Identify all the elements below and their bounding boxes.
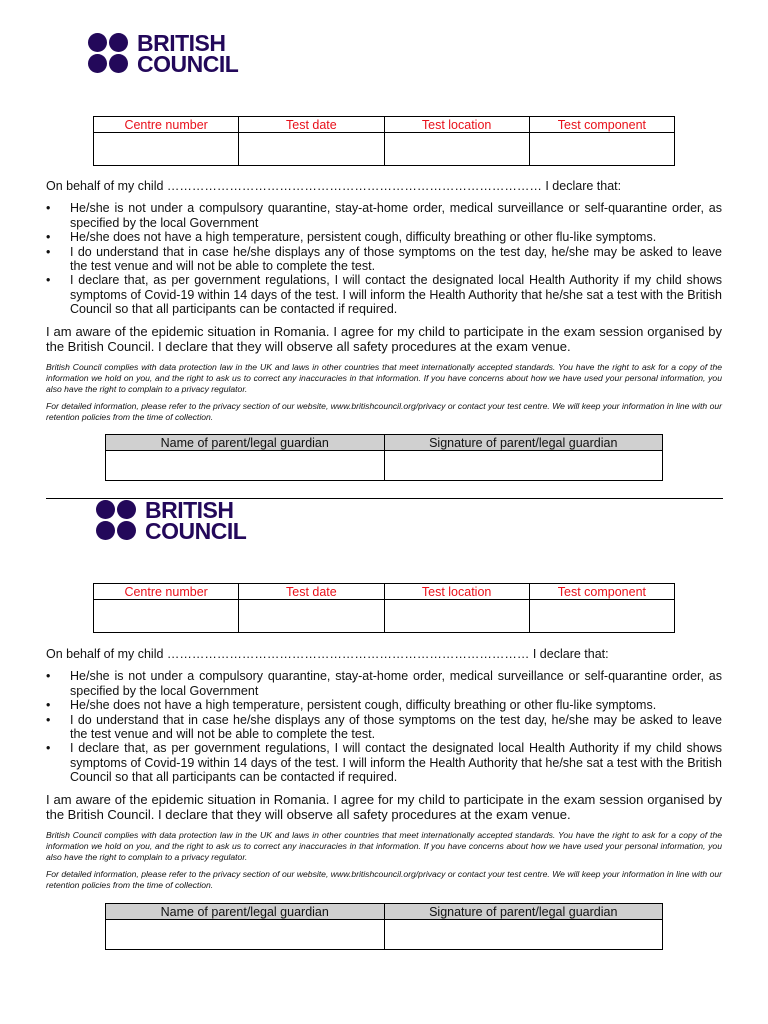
declaration-item: • He/she is not under a compulsory quarantine, stay-at-home order, medical surveillance or self-quarantine order, as specified by the local Government <box>46 201 722 230</box>
test-location-header: Test location <box>384 117 529 133</box>
guardian-signature-table <box>105 434 663 481</box>
logo-wordmark: BRITISH COUNCIL <box>145 497 247 544</box>
declaration-item: • He/she does not have a high temperature, persistent cough, difficulty breathing or other flu-like symptoms. <box>46 230 722 244</box>
guardian-name-header: Name of parent/legal guardian <box>106 904 385 920</box>
test-details-table <box>93 583 675 633</box>
test-date-header: Test date <box>239 584 384 600</box>
test-component-header: Test component <box>529 584 674 600</box>
logo-dots-icon <box>96 500 138 542</box>
behalf-line: On behalf of my child …………………………………………………………………………… I declare that: <box>46 647 609 661</box>
privacy-notice: British Council complies with data protection law in the UK and laws in other countries that meet internationally accepted standards. You have the right to ask for a copy of the information we hold on you, and the right to ask us to correct any inaccuracies in that information. If you have concerns about how we have used your personal information, you also have the right to complain to a privacy regulator. <box>46 361 722 394</box>
declaration-item: • I do understand that in case he/she displays any of those symptoms on the test day, he/she may be asked to leave the test venue and will not be able to complete the test. <box>46 245 722 274</box>
guardian-signature-table <box>105 903 663 950</box>
test-location-header: Test location <box>384 584 529 600</box>
declaration-item: • He/she is not under a compulsory quarantine, stay-at-home order, medical surveillance or self-quarantine order, as specified by the local Government <box>46 669 722 698</box>
privacy-details: For detailed information, please refer to the privacy section of our website, www.britishcouncil.org/privacy or contact your test centre. We will keep your information in line with our retention policies from the time of collection. <box>46 868 722 890</box>
centre-number-header: Centre number <box>94 117 239 133</box>
declaration-item: • I do understand that in case he/she displays any of those symptoms on the test day, he/she may be asked to leave the test venue and will not be able to complete the test. <box>46 713 722 742</box>
declaration-list <box>46 669 722 784</box>
guardian-signature-field[interactable] <box>384 451 663 481</box>
guardian-signature-header: Signature of parent/legal guardian <box>384 904 663 920</box>
logo-wordmark: BRITISH COUNCIL <box>137 30 239 77</box>
test-location-field[interactable] <box>384 600 529 633</box>
test-component-header: Test component <box>529 117 674 133</box>
declaration-item: • I declare that, as per government regulations, I will contact the designated local Health Authority if my child shows symptoms of Covid-19 within 14 days of the test. I will inform the Health Authority that he/she sat a test with the British Council so that all participants can be contacted if required. <box>46 741 722 784</box>
british-council-logo <box>96 497 247 544</box>
awareness-statement: I am aware of the epidemic situation in Romania. I agree for my child to participate in the exam session organised by the British Council. I declare that they will observe all safety procedures at the exam venue. <box>46 323 722 354</box>
test-date-field[interactable] <box>239 133 384 166</box>
test-date-header: Test date <box>239 117 384 133</box>
declaration-item: • I declare that, as per government regulations, I will contact the designated local Health Authority if my child shows symptoms of Covid-19 within 14 days of the test. I will inform the Health Authority that he/she sat a test with the British Council so that all participants can be contacted if required. <box>46 273 722 316</box>
guardian-name-header: Name of parent/legal guardian <box>106 435 385 451</box>
logo-dots-icon <box>88 33 130 75</box>
behalf-line: On behalf of my child ……………………………………………………………………………… I declare that: <box>46 179 622 193</box>
privacy-details: For detailed information, please refer to the privacy section of our website, www.britishcouncil.org/privacy or contact your test centre. We will keep your information in line with our retention policies from the time of collection. <box>46 400 722 422</box>
centre-number-field[interactable] <box>94 600 239 633</box>
test-date-field[interactable] <box>239 600 384 633</box>
centre-number-field[interactable] <box>94 133 239 166</box>
centre-number-header: Centre number <box>94 584 239 600</box>
awareness-statement: I am aware of the epidemic situation in Romania. I agree for my child to participate in the exam session organised by the British Council. I declare that they will observe all safety procedures at the exam venue. <box>46 791 722 822</box>
guardian-signature-field[interactable] <box>384 920 663 950</box>
declaration-list <box>46 201 722 316</box>
guardian-name-field[interactable] <box>106 451 385 481</box>
test-component-field[interactable] <box>529 133 674 166</box>
test-location-field[interactable] <box>384 133 529 166</box>
declaration-text <box>46 179 722 423</box>
guardian-signature-header: Signature of parent/legal guardian <box>384 435 663 451</box>
british-council-logo <box>88 30 239 77</box>
declaration-text <box>46 647 722 891</box>
declaration-item: • He/she does not have a high temperature, persistent cough, difficulty breathing or other flu-like symptoms. <box>46 698 722 712</box>
test-details-table <box>93 116 675 166</box>
privacy-notice: British Council complies with data protection law in the UK and laws in other countries that meet internationally accepted standards. You have the right to ask for a copy of the information we hold on you, and the right to ask us to correct any inaccuracies in that information. If you have concerns about how we have used your personal information, you also have the right to complain to a privacy regulator. <box>46 829 722 862</box>
guardian-name-field[interactable] <box>106 920 385 950</box>
test-component-field[interactable] <box>529 600 674 633</box>
